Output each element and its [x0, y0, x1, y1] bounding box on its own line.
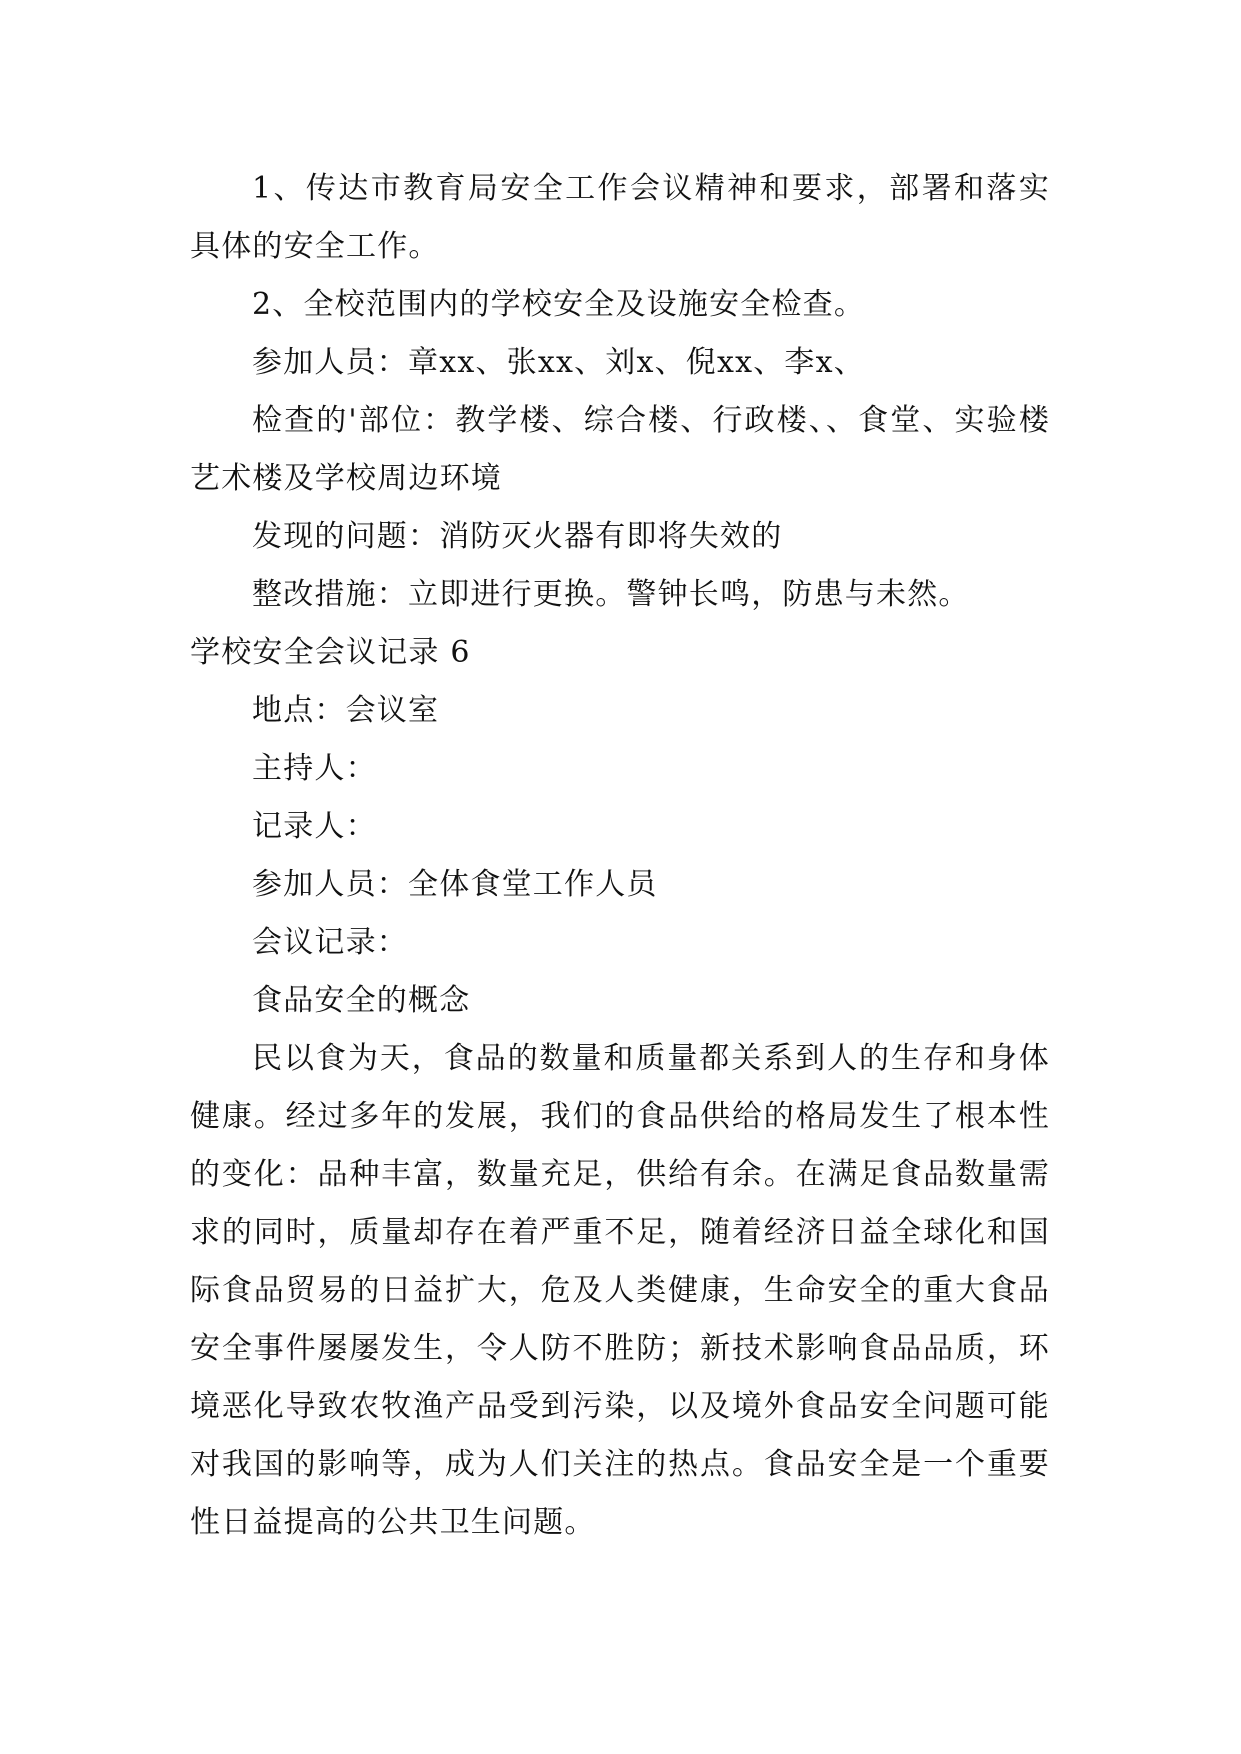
paragraph: 民以食为天，食品的数量和质量都关系到人的生存和身体健康。经过多年的发展，我们的食品供给的格局发生了根本性的变化：品种丰富，数量充足，供给有余。在满足食品数量需求的同时，质量却存在着严重不足，随着经济日益全球化和国际食品贸易的日益扩大，危及人类健康，生命安全的重大食品安全事件屡屡发生，令人防不胜防；新技术影响食品品质，环境恶化导致农牧渔产品受到污染，以及境外食品安全问题可能对我国的影响等，成为人们关注的热点。食品安全是一个重要性日益提高的公共卫生问题。	[190, 1041, 1050, 1540]
paragraph: 1、传达市教育局安全工作会议精神和要求，部署和落实具体的安全工作。	[190, 171, 1050, 264]
paragraph: 地点：会议室	[252, 693, 440, 728]
paragraph: 发现的问题：消防灭火器有即将失效的	[252, 519, 783, 554]
document-body	[190, 160, 1050, 1552]
paragraph: 2、全校范围内的学校安全及设施安全检查。	[252, 287, 866, 322]
section-heading: 学校安全会议记录 6	[190, 635, 471, 670]
paragraph: 参加人员：全体食堂工作人员	[252, 867, 658, 902]
paragraph: 参加人员：章xx、张xx、刘x、倪xx、李x、	[252, 345, 865, 380]
paragraph: 会议记录：	[252, 925, 408, 960]
paragraph: 主持人：	[252, 751, 377, 786]
paragraph: 食品安全的概念	[252, 983, 471, 1018]
paragraph: 记录人：	[252, 809, 377, 844]
paragraph: 检查的'部位：教学楼、综合楼、行政楼、、食堂、实验楼艺术楼及学校周边环境	[190, 403, 1050, 496]
paragraph: 整改措施：立即进行更换。警钟长鸣，防患与未然。	[252, 577, 970, 612]
